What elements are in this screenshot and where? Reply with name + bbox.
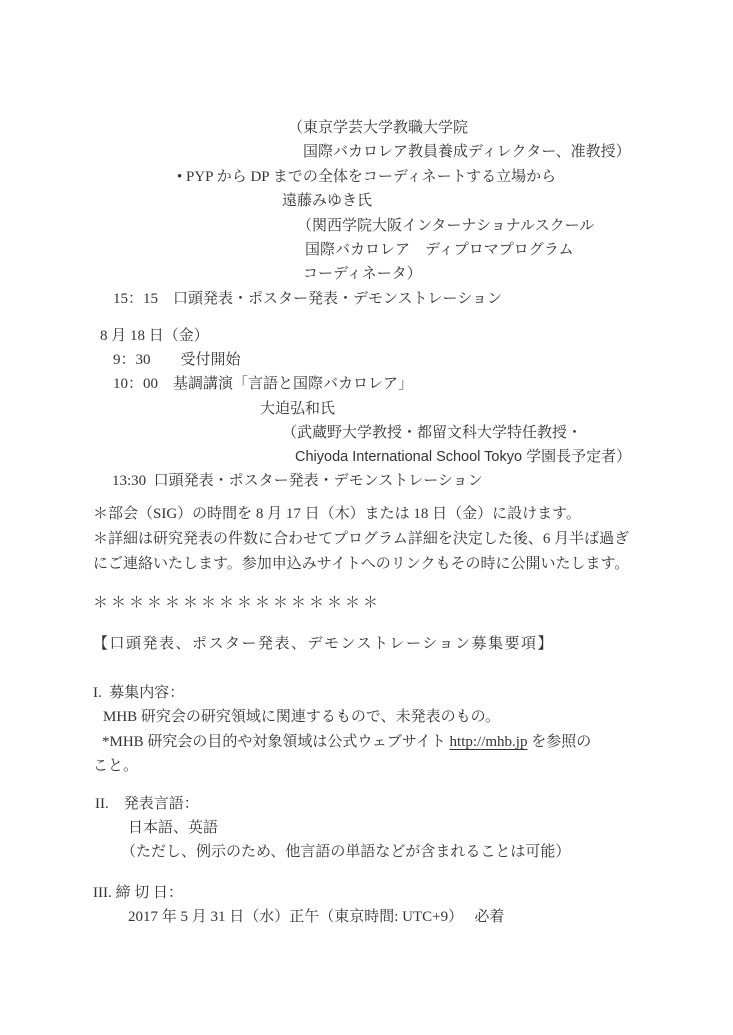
section3-line1: 2017 年 5 月 31 日（水）正午（東京時間: UTC+9） 必着 <box>128 909 505 925</box>
section1-line3: こと。 <box>93 758 139 774</box>
asterisk-separator: ＊＊＊＊＊＊＊＊＊＊＊＊＊＊＊＊ <box>93 595 382 611</box>
section1-line1: MHB 研究会の研究領域に関連するもので、未発表のもの。 <box>103 709 501 725</box>
detail-note-line2: にご連絡いたします。参加申込みサイトへのリンクもその時に公開いたします。 <box>93 556 630 572</box>
call-for-papers-heading: 【口頭発表、ポスター発表、デモンストレーション募集要項】 <box>93 636 554 652</box>
keynote-affiliation-line1: （武蔵野大学教授・都留文科大学特任教授・ <box>282 425 583 441</box>
speaker2-affiliation-line2: 国際バカロレア ディプロマプログラム <box>305 242 574 258</box>
section1-line2-pre: *MHB 研究会の目的や対象領域は公式ウェブサイト <box>102 734 450 750</box>
speaker2-name: 遠藤みゆき氏 <box>282 193 373 209</box>
section2-line1: 日本語、英語 <box>128 820 219 836</box>
keynote-affiliation-line2 <box>295 448 631 466</box>
schedule-item-1000: 10：00 基調講演「言語と国際バカロレア」 <box>113 376 414 392</box>
section2-line2: （ただし、例示のため、他言語の単語などが含まれることは可能） <box>121 844 571 860</box>
keynote-affiliation-japanese: 学園長予定者） <box>526 449 632 465</box>
keynote-affiliation-english: Chiyoda International School Tokyo <box>295 449 527 465</box>
section1-title: I. 募集内容： <box>93 685 185 701</box>
mhb-website-link[interactable]: http://mhb.jp <box>449 734 528 750</box>
section3-title: III. 締 切 日： <box>93 885 183 901</box>
detail-note-line1: ＊詳細は研究発表の件数に合わせてプログラム詳細を決定した後、6 月半ば過ぎ <box>93 531 630 547</box>
speaker2-affiliation-line1: （関西学院大阪インターナショナルスクール <box>297 218 595 234</box>
topic-bullet-line: • PYP から DP までの全体をコーディネートする立場から <box>177 169 557 185</box>
keynote-speaker-name: 大迫弘和氏 <box>260 401 336 417</box>
sig-note: ＊部会（SIG）の時間を 8 月 17 日（木）または 18 日（金）に設けます。 <box>93 506 581 522</box>
date-header-aug18: 8 月 18 日（金） <box>100 328 209 344</box>
speaker1-affiliation-line1: （東京学芸大学教職大学院 <box>288 120 469 136</box>
section1-line2 <box>102 733 591 751</box>
schedule-item-1330: 13:30 口頭発表・ポスター発表・デモンストレーション <box>112 473 483 489</box>
schedule-item-0930: 9：30 受付開始 <box>113 352 241 368</box>
speaker2-affiliation-line3: コーディネータ） <box>303 266 422 282</box>
section2-title: II. 発表言語： <box>95 796 199 812</box>
section1-line2-post: を参照の <box>527 734 592 750</box>
schedule-item-1515: 15：15 口頭発表・ポスター発表・デモンストレーション <box>113 291 502 307</box>
speaker1-affiliation-line2: 国際バカロレア教員養成ディレクター、准教授） <box>303 144 631 160</box>
